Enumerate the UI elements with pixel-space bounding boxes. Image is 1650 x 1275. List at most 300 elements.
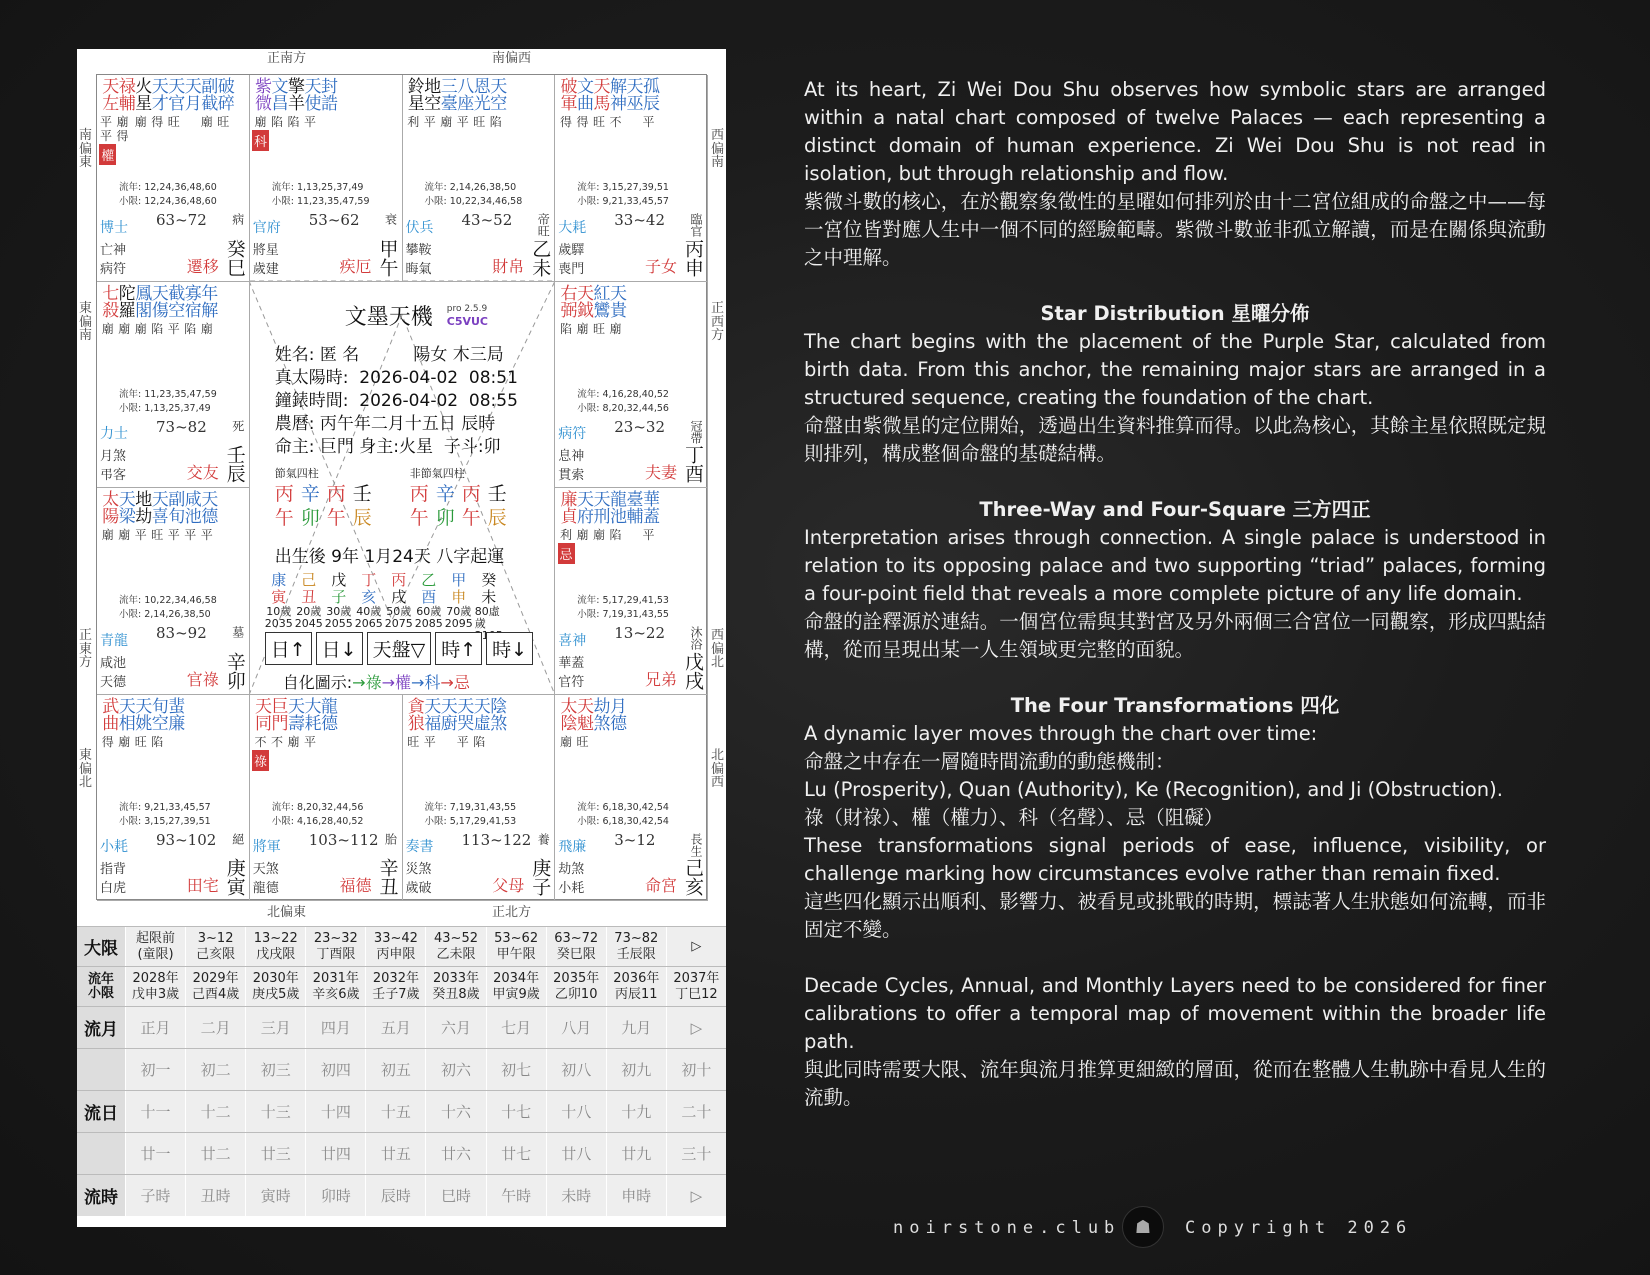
star-name: 臺輔	[622, 490, 643, 524]
table-cell[interactable]: 2035年 乙卯10	[546, 967, 606, 1006]
palace-ganzhi: 乙未	[529, 238, 552, 277]
sihua-badge: 祿	[252, 750, 269, 771]
star-name: 天喜	[147, 490, 168, 524]
star-name: 旬空	[147, 696, 168, 731]
intro-zh: 紫微斗數的核心，在於觀察象徵性的星曜如何排列於由十二宮位組成的命盤之中——每一宮位皆對應人生中一個不同的經驗範疇。紫微斗數並非孤立解讀，而是在關係與流動之中理解。	[804, 190, 1546, 269]
star-brightness: 廟	[576, 321, 589, 336]
table-cell[interactable]: 廿七	[486, 1133, 546, 1174]
table-cell[interactable]: 七月	[486, 1007, 546, 1048]
star	[98, 696, 119, 749]
pillar-branch: 午	[326, 506, 346, 529]
palace-cell[interactable]	[555, 695, 708, 902]
table-cell[interactable]: 初一	[125, 1049, 185, 1090]
intro-en: At its heart, Zi Wei Dou Shu observes how symbolic stars are arranged within a natal chart composed of twelve Palaces — each representing a distinct domain of human experience. Zi Wei Dou Shu is not read in isolation, but through relationship and flow.	[804, 78, 1546, 185]
palace-grid	[96, 74, 707, 900]
table-cell[interactable]: 二十	[666, 1091, 726, 1132]
star-name: 天魁	[573, 696, 593, 731]
table-cell[interactable]: ▷	[666, 1007, 726, 1048]
pillar-stem: 丙	[326, 482, 346, 505]
pillar-column	[487, 482, 507, 530]
star	[98, 77, 119, 165]
star-name: 鳳閣	[131, 283, 152, 318]
table-cell[interactable]: 初二	[185, 1049, 245, 1090]
star	[641, 77, 657, 129]
star-brightness: 不	[609, 115, 622, 129]
liunian-info	[119, 181, 217, 209]
star-brightness: 平	[642, 528, 655, 542]
table-cell[interactable]: 廿五	[365, 1133, 425, 1174]
liunian-info	[119, 388, 217, 416]
suiqian-star: 官符	[558, 674, 585, 690]
star-brightness: 廟	[134, 321, 147, 336]
table-cell[interactable]: 巳時	[425, 1175, 485, 1216]
xiaoxian-years: 小限: 7,19,31,43,55	[577, 609, 669, 620]
row-header: 流日	[77, 1091, 125, 1132]
liunian-years: 流年: 7,19,31,43,55	[424, 801, 517, 813]
daxian-range: 13~22	[614, 624, 665, 642]
table-cell[interactable]: 初六	[425, 1049, 485, 1090]
nav-buttons	[265, 632, 533, 665]
star-brightness: 廟	[118, 528, 131, 542]
table-cell[interactable]: 十二	[185, 1091, 245, 1132]
star-name: 太陽	[98, 490, 119, 524]
palace-name: 命宮	[644, 876, 677, 895]
table-cell[interactable]: 寅時	[245, 1175, 305, 1216]
table-cell[interactable]: 2032年 壬子7歲	[365, 967, 425, 1006]
jiangqian-star: 華蓋	[558, 655, 585, 671]
changsheng: 絕	[230, 832, 245, 845]
pillar-jieqi	[274, 482, 372, 530]
dayun-stem: 戊	[331, 570, 347, 589]
dayun-age: 80虛歲	[474, 604, 500, 630]
star	[319, 697, 335, 771]
star-brightness: 陷	[489, 115, 502, 129]
star	[608, 77, 624, 129]
jiangqian-star: 災煞	[405, 862, 432, 877]
table-cell[interactable]: 九月	[606, 1007, 666, 1048]
star	[420, 696, 441, 749]
table-cell[interactable]: 十五	[365, 1091, 425, 1132]
star	[608, 490, 624, 564]
table-cell[interactable]: 十三	[245, 1091, 305, 1132]
direction-right-1: 西偏南	[711, 128, 725, 171]
daxian-range: 43~52	[461, 211, 513, 229]
table-cell[interactable]: 初九	[606, 1049, 666, 1090]
table-cell[interactable]: 2030年 庚戌5歲	[245, 967, 305, 1006]
changsheng: 病	[230, 213, 245, 225]
boshi-star: 博士	[100, 219, 128, 236]
zihua-item: →忌	[440, 672, 470, 692]
star-name: 天壽	[284, 696, 304, 731]
star-brightness: 平	[167, 528, 180, 542]
boshi-star: 奏書	[405, 839, 434, 855]
star-brightness: 得	[559, 115, 572, 129]
pillar-stem: 辛	[435, 482, 455, 505]
palace-stars	[556, 77, 659, 129]
table-cell[interactable]: 廿八	[546, 1133, 606, 1174]
palace-stars	[98, 77, 234, 165]
table-cell[interactable]: 子時	[125, 1175, 185, 1216]
star	[436, 77, 457, 129]
table-cell[interactable]: 33~42 丙申限	[365, 927, 425, 966]
table-cell[interactable]: 八月	[546, 1007, 606, 1048]
table-cell[interactable]: 四月	[305, 1007, 365, 1048]
star-distribution-en: The chart begins with the placement of the Purple Star, calculated from birth data. From this anchor, the remaining major stars are arranged in a structured sequence, creating the foundation of the chart.	[804, 330, 1546, 409]
table-cell[interactable]: 五月	[365, 1007, 425, 1048]
pillar-stem: 壬	[487, 482, 507, 505]
star	[147, 490, 168, 542]
star-brightness: 得	[576, 115, 589, 129]
pillar-column	[352, 482, 372, 530]
pillar-column	[326, 482, 346, 530]
nav-button[interactable]: 時↓	[486, 632, 533, 665]
table-cell[interactable]: 2033年 癸丑8歲	[425, 967, 485, 1006]
changsheng: 衰	[383, 213, 398, 225]
table-cell[interactable]: 十七	[486, 1091, 546, 1132]
changsheng: 沐浴	[689, 626, 703, 650]
table-cell[interactable]: 六月	[425, 1007, 485, 1048]
star	[608, 697, 624, 749]
palace-cell[interactable]	[403, 75, 556, 282]
table-cell[interactable]: 三十	[666, 1133, 726, 1174]
dayun-year: 2035	[264, 616, 293, 630]
star-brightness: 利	[559, 528, 572, 542]
liunian-years: 流年: 6,18,30,42,54	[577, 801, 669, 813]
palace-cell[interactable]	[555, 75, 708, 282]
xiaoxian-years: 小限: 1,13,25,37,49	[119, 402, 211, 414]
star-name: 龍德	[317, 696, 337, 731]
palace-name: 遷移	[186, 256, 219, 276]
pillar-stem: 丙	[274, 482, 294, 505]
palace-name: 福德	[339, 876, 372, 895]
star-name: 解神	[606, 77, 626, 111]
table-cell[interactable]: 卯時	[305, 1175, 365, 1216]
decade-cycles-zh: 與此同時需要大限、流年與流月推算更細緻的層面，從而在整體人生軌跡中看見人生的流動。	[804, 1058, 1546, 1109]
daxian-range: 103~112	[308, 830, 379, 849]
table-cell[interactable]: 2036年 丙辰11	[606, 967, 666, 1006]
dayun-stem: 乙	[421, 570, 437, 589]
table-cell[interactable]: 辰時	[365, 1175, 425, 1216]
boshi-star: 大耗	[558, 219, 587, 236]
star-brightness: 廟	[559, 734, 572, 749]
table-cell[interactable]: 丑時	[185, 1175, 245, 1216]
palace-name: 財帛	[492, 256, 525, 276]
table-cell[interactable]: 初十	[666, 1049, 726, 1090]
table-cell[interactable]: ▷	[666, 927, 726, 966]
table-cell[interactable]: 2029年 己酉4歲	[185, 967, 245, 1006]
boshi-star: 青龍	[100, 632, 128, 649]
star-name: 廉貞	[556, 490, 577, 524]
star-name: 天廚	[436, 696, 457, 731]
star	[575, 77, 591, 129]
star	[147, 696, 168, 749]
star-name: 武曲	[98, 696, 119, 731]
table-cell[interactable]: 起限前 (童限)	[125, 927, 185, 966]
star-brightness: 平平	[100, 115, 113, 143]
table-cell[interactable]: 二月	[185, 1007, 245, 1048]
dayun-age: 50歲	[386, 604, 412, 618]
table-cell[interactable]: 廿六	[425, 1133, 485, 1174]
palace-cell[interactable]	[250, 75, 403, 282]
nav-button[interactable]: 天盤▽	[367, 632, 432, 665]
star-name: 天官	[164, 77, 185, 111]
table-cell[interactable]: 十一	[125, 1091, 185, 1132]
suiqian-star: 歲破	[405, 881, 432, 896]
footer-site[interactable]: noirstone.club	[893, 1218, 1121, 1238]
jiangqian-star: 劫煞	[558, 862, 585, 877]
row-header	[77, 1133, 125, 1174]
table-cell[interactable]: 十八	[546, 1091, 606, 1132]
star	[98, 283, 119, 336]
zihua-label: 自化圖示:	[282, 672, 353, 692]
pillar-fei-jieqi	[409, 482, 507, 530]
star-brightness: 平	[303, 115, 316, 129]
palace-ganzhi: 壬辰	[223, 445, 246, 483]
table-cell[interactable]: 三月	[245, 1007, 305, 1048]
star-brightness: 不	[270, 734, 283, 749]
star	[589, 490, 610, 564]
table-cell[interactable]: 73~82 壬辰限	[606, 927, 666, 966]
daxian-range: 63~72	[156, 211, 207, 229]
table-cell[interactable]: ▷	[666, 1175, 726, 1216]
star	[147, 77, 168, 165]
star	[575, 490, 591, 564]
liunian-info	[272, 181, 370, 209]
star-brightness: 廟	[254, 115, 267, 129]
liunian-info	[272, 801, 364, 829]
table-cell[interactable]: 廿四	[305, 1133, 365, 1174]
dayun-age: 10歲	[266, 604, 292, 618]
star	[436, 696, 457, 749]
xiaoxian-years: 小限: 2,14,26,38,50	[119, 609, 211, 620]
table-cell[interactable]: 23~32 丁酉限	[305, 927, 365, 966]
liunian-years: 流年: 4,16,28,40,52	[577, 388, 669, 400]
star-name: 寡宿	[180, 283, 201, 318]
pillar-branch: 卯	[300, 506, 320, 529]
pillar-branch: 午	[409, 506, 429, 529]
palace-name: 交友	[186, 463, 219, 482]
liunian-info	[577, 801, 669, 829]
star	[131, 77, 152, 165]
table-cell[interactable]: 初四	[305, 1049, 365, 1090]
table-cell[interactable]: 申時	[606, 1175, 666, 1216]
table-cell[interactable]: 十四	[305, 1091, 365, 1132]
star	[147, 283, 168, 336]
table-cell[interactable]: 十六	[425, 1091, 485, 1132]
row-header	[77, 1049, 125, 1090]
four-trans-c-en: These transformations signal periods of ease, influence, visibility, or challenge marking how circumstances evolve rather than remain fixed.	[804, 834, 1546, 885]
description-text	[804, 76, 1546, 1112]
star	[575, 697, 591, 749]
table-cell[interactable]: 初八	[546, 1049, 606, 1090]
palace-cell[interactable]	[97, 282, 250, 489]
pillar-column	[409, 482, 429, 530]
star	[114, 490, 135, 542]
palace-stars	[556, 696, 626, 749]
dayun-branch: 丑	[301, 587, 317, 606]
star-name: 天府	[573, 490, 593, 524]
star	[453, 696, 474, 749]
table-cell[interactable]: 13~22 戊戌限	[245, 927, 305, 966]
table-cell[interactable]: 63~72 癸巳限	[546, 927, 606, 966]
xiaoxian-years: 小限: 10,22,34,46,58	[424, 196, 523, 207]
star-brightness: 旺	[592, 321, 605, 336]
jiangqian-star: 歲驛	[558, 242, 585, 258]
table-cell[interactable]: 十九	[606, 1091, 666, 1132]
star	[180, 490, 201, 542]
star-name: 天哭	[453, 696, 474, 731]
star-brightness: 廟	[440, 115, 453, 129]
daxian-range: 3~12	[614, 830, 656, 849]
dayun-branch: 未	[481, 587, 497, 606]
table-cell[interactable]: 廿一	[125, 1133, 185, 1174]
table-cell[interactable]: 廿九	[606, 1133, 666, 1174]
liunian-info	[577, 594, 669, 622]
xiaoxian-years: 小限: 6,18,30,42,54	[577, 815, 669, 827]
table-cell[interactable]: 2034年 甲寅9歲	[486, 967, 546, 1006]
palace-cell[interactable]	[250, 695, 403, 902]
dayun-stem: 丁	[361, 570, 377, 589]
daxian-range: 23~32	[614, 417, 665, 436]
table-cell[interactable]: 廿三	[245, 1133, 305, 1174]
table-cell[interactable]: 廿二	[185, 1133, 245, 1174]
star-brightness: 得	[101, 734, 114, 749]
table-row	[77, 1174, 726, 1216]
four-trans-a-zh: 命盤之中存在一層隨時間流動的動態機制：	[804, 750, 1175, 773]
zihua-legend	[283, 670, 470, 693]
star-name: 擎羊	[284, 77, 304, 111]
palace-cell[interactable]	[97, 75, 250, 282]
palace-cell[interactable]	[555, 488, 708, 695]
jiangqian-star: 月煞	[100, 449, 127, 464]
star	[608, 284, 624, 336]
liunian-info	[425, 801, 517, 829]
star	[453, 77, 474, 129]
jiangqian-star: 息神	[558, 449, 585, 464]
daxian-range: 83~92	[156, 624, 207, 642]
dayun-age: 70歲	[446, 604, 472, 618]
boshi-star: 病符	[558, 426, 587, 442]
star-name: 截空	[164, 283, 185, 318]
star-brightness: 廟	[200, 115, 213, 129]
boshi-star: 飛廉	[558, 839, 587, 855]
star-name: 天姚	[131, 696, 152, 731]
palace-ganzhi: 己亥	[682, 858, 704, 896]
dayun-branch: 子	[331, 587, 347, 606]
star-name: 蜚廉	[164, 696, 185, 731]
dayun-branch: 申	[451, 587, 467, 606]
star	[267, 696, 288, 771]
star-brightness: 旺	[473, 115, 486, 129]
direction-left-1: 南偏東	[79, 128, 93, 171]
star	[589, 696, 610, 749]
star-distribution-zh: 命盤由紫微星的定位開始，透過出生資料推算而得。以此為核心，其餘主星依照既定規則排列，構成整個命盤的基礎結構。	[804, 414, 1546, 465]
star	[286, 697, 302, 771]
table-cell[interactable]: 2031年 辛亥6歲	[305, 967, 365, 1006]
table-cell[interactable]: 2037年 丁巳12	[666, 967, 726, 1006]
suiqian-star: 天德	[100, 674, 127, 690]
star-name: 副截	[197, 77, 218, 111]
table-cell[interactable]: 2028年 戊申3歲	[125, 967, 185, 1006]
suiqian-star: 喪門	[558, 261, 585, 277]
star-name: 天傷	[147, 283, 168, 318]
star-name: 火星	[131, 77, 152, 111]
table-cell[interactable]: 午時	[486, 1175, 546, 1216]
star-brightness: 陷	[559, 321, 572, 336]
table-cell[interactable]: 43~52 乙未限	[425, 927, 485, 966]
table-cell[interactable]: 初三	[245, 1049, 305, 1090]
direction-right-4: 北偏西	[711, 748, 725, 791]
star-name: 破碎	[213, 77, 234, 111]
direction-top-right: 南偏西	[492, 51, 532, 66]
star-name: 貪狼	[403, 696, 424, 731]
star-brightness: 旺	[592, 115, 605, 129]
star-name: 文昌	[267, 77, 288, 111]
palace-cell[interactable]	[97, 488, 250, 695]
star-brightness: 廟	[576, 528, 589, 542]
daxian-range: 33~42	[614, 211, 665, 229]
palace-stars	[98, 490, 218, 542]
table-cell[interactable]: 初七	[486, 1049, 546, 1090]
suiqian-star: 龍德	[252, 881, 279, 896]
table-cell[interactable]: 3~12 己亥限	[185, 927, 245, 966]
palace-cell[interactable]	[403, 695, 556, 902]
boshi-star: 小耗	[100, 839, 128, 855]
table-cell[interactable]: 53~62 甲午限	[486, 927, 546, 966]
star	[164, 77, 185, 165]
suiqian-star: 晦氣	[405, 261, 432, 277]
star	[300, 77, 321, 151]
star-brightness: 陷	[287, 115, 300, 129]
table-cell[interactable]: 未時	[546, 1175, 606, 1216]
row-header: 大限	[77, 927, 125, 966]
nav-button[interactable]: 時↑	[435, 632, 482, 665]
qiyun-text: 出生後 9年 1月24天 八字起運	[274, 546, 505, 567]
dayun-year: 2085	[414, 616, 443, 630]
star-brightness: 陷	[270, 115, 283, 129]
palace-stars	[556, 283, 626, 336]
star	[197, 283, 218, 336]
nav-button[interactable]: 日↑	[265, 632, 312, 665]
star-name: 七殺	[98, 283, 119, 318]
app-code: C5VUC	[446, 314, 488, 328]
table-cell[interactable]: 初五	[365, 1049, 425, 1090]
palace-cell[interactable]	[97, 695, 250, 902]
star	[131, 283, 152, 336]
palace-cell[interactable]	[555, 282, 708, 489]
star-name: 天德	[197, 490, 218, 524]
zihua-item: →科	[411, 672, 441, 692]
table-cell[interactable]: 正月	[125, 1007, 185, 1048]
table-row	[77, 926, 726, 966]
star	[575, 284, 591, 336]
nav-button[interactable]: 日↓	[316, 632, 363, 665]
pillar-stem: 丙	[409, 482, 429, 505]
noirstone-logo-icon: ☗	[1122, 1206, 1164, 1248]
dayun-stem: 癸	[481, 570, 497, 589]
dayun-stem: 甲	[451, 570, 467, 589]
star-name: 天巫	[622, 77, 643, 111]
dayun-year: 2095	[444, 616, 473, 630]
star	[267, 77, 288, 151]
star-name: 天同	[251, 696, 271, 731]
star-brightness: 陷	[184, 321, 197, 336]
star-brightness: 旺	[217, 115, 230, 129]
chart-sheet	[77, 49, 726, 1227]
star-brightness: 不	[254, 734, 267, 749]
three-way-en: Interpretation arises through connection. A single palace is understood in relation to its opposing palace and two supporting “triad” palaces, forming a four-point field that reveals a more complete picture of any life domain.	[804, 526, 1546, 605]
liunian-info	[577, 181, 669, 209]
